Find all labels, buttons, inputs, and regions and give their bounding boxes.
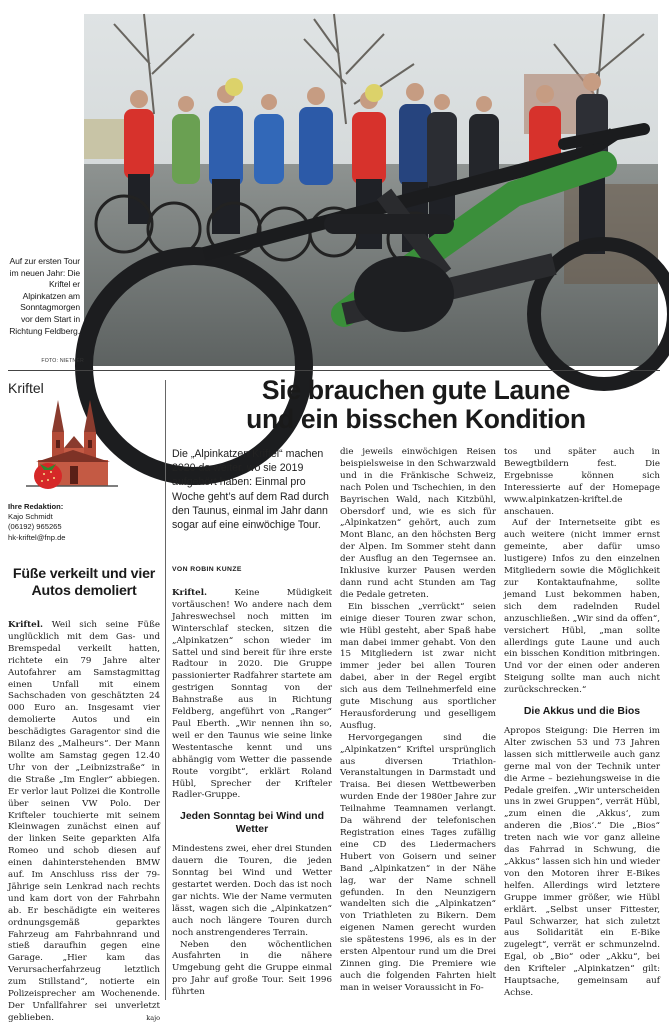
photo-credit: FOTO: NIETNER — [41, 358, 84, 364]
headline-line-2: und ein bisschen Kondition — [246, 404, 586, 434]
side-story-text: Weil sich seine Füße unglücklich mit dem Gas- und Bremspedal verkeilt hatten, richtete ein 79 Jahre alter Autofahrer am Samstagmittag einen Unfall mit einem Sachschaden von geschätzten 24 000 Euro an. Insgesamt vier demolierte Autos und ein beschädigtes Garagentor sind die Bilanz des „Malheurs“. Der Mann wollte am Samstag gegen 12.40 Uhr von der „Leibnizstraße“ in die Straße „Im Engler“ abbiegen. Er verlor laut Polizei die Kontrolle über seinen VW Polo. Der Krifteler touchierte mit seinem Kleinwagen zunächst einen auf der linken Seite geparkten Alfa Romeo und schob diesen auf einen dahinterstehenden BMW auf. Im Anschluss riss der 79-Jährige sein Lenkrad nach rechts und kam dort von der Fahrbahn ab. Er beschädigte ein weiteres ordnungsgemäß geparktes Fahrzeug am Fahrbahnrand und stieß daraufhin gegen eine Garage. „Hier kam das Verursacherfahrzeug letztlich zum Stillstand“, notierte ein Polizeisprecher am Wochenende. Der Unfallfahrer sei unverletzt geblieben. — [8, 620, 160, 1023]
section-label: Kriftel — [8, 380, 44, 396]
paragraph: Ein bisschen „verrückt“ seien einige dieser Touren zwar schon, wie Hübl gesteht, aber Spaß habe man dabei immer gehabt. Von den 15 Mitgliedern ist zwar nicht immer jeder bei allen Touren dabei, aber in der Regel ergibt sich aus dem Teilnehmerfeld eine gute Mischung aus sportlicher Herausforderung und geselligem Ausflug. — [340, 601, 496, 731]
side-story-dateline: Kriftel. — [8, 620, 44, 630]
side-story — [8, 566, 160, 1025]
editor-email[interactable]: hk-kriftel@fnp.de — [8, 532, 66, 542]
side-story-headline: Füße verkeilt und vier Autos demoliert — [12, 566, 156, 599]
column-divider — [165, 380, 166, 1000]
cyclists-group-photo — [84, 14, 658, 366]
paragraph: Neben den wöchentlichen Ausfahrten in die nähere Umgebung geht die Gruppe einmal pro Jahr auf große Tour. Seit 1996 führten — [172, 939, 332, 998]
article-photo — [84, 14, 658, 366]
side-story-body — [8, 620, 160, 1025]
article-dateline: Kriftel. — [172, 588, 208, 598]
article-column-2 — [340, 447, 496, 995]
editor-label: Ihre Redaktion: — [8, 502, 64, 511]
divider — [8, 370, 660, 371]
photo-caption: Auf zur ersten Tour im neuen Jahr: Die Kriftel er Alpinkatzen am Sonntagmorgen vor dem Start in Richtung Feldberg. — [9, 256, 80, 336]
paragraph: die jeweils einwöchigen Reisen beispielsweise in den Schwarzwald und in die Fränkische Schweiz, nach Polen und Tschechien, in den Bayrischen Wald, nach Kitzbühl, Obersdorf und, wie es sich für „Alpinkatzen“ gehört, auch zum Mont Blanc, an den höchsten Berg der Alpen. Im Sommer steht dann der Ausflug an den Tegernsee an. Inklusive kurzer Pausen werden dann rund acht Stunden am Tag die Pedale getreten. — [340, 447, 496, 600]
subheadline: Jeden Sonntag bei Wind und Wetter — [180, 810, 324, 836]
church-with-strawberry-icon — [18, 392, 122, 496]
editor-contact — [8, 502, 158, 543]
paragraph: Mindestens zwei, eher drei Stunden dauern die Touren, die jeden Sonntag bei Wind und Wetter gestartet werden. Doch das ist noch gar nichts. Wie der Name vermuten lässt, wagen sich die „Alpinkatzen“ auch noch längere Touren durch noch anstrengenderes Terrain. — [172, 844, 332, 938]
editor-phone: (06192) 965265 — [8, 522, 62, 532]
byline: VON ROBIN KUNZE — [172, 566, 242, 573]
paragraph: tos und später auch in Bewegtbildern fest. Die Ergebnisse können sich Interessierte auf der Homepage www.alpinkatzen-kriftel.de anschauen. — [504, 447, 660, 517]
paragraph: Apropos Steigung: Die Herren im Alter zwischen 53 und 73 Jahren lassen sich mittlerweile auch ganz gerne mal von der Technik unter die Arme – beziehungsweise in die Pedale greifen. „Wir unterscheiden uns in zwei Gruppen“, verrät Hübl, „zum einen die ,Akkus‘, zum anderen die ,Bios‘.“ Die „Bios“ treten nach wie vor ganz alleine das Fahrrad in Schwung, die „Akkus“ lassen sich hin und wieder von den Motoren ihrer E-Bikes helfen. Allerdings wird letztere Gruppe immer größer, wie Hübl erklärt. „Selbst unser Fittester, Paul Schwarzer, hat sich zuletzt aus Solidarität ein E-Bike zugelegt“, verrät er schmunzelnd. Egal, ob „Bio“ oder „Akku“, bei den Krifteler „Alpinkatzen“ gilt: Hauptsache, gemeinsam auf Achse. — [504, 726, 660, 998]
paragraph: Hervorgegangen sind die „Alpinkatzen“ Kriftel ursprünglich aus diversen Triathlon-Veranstaltungen in Darmstadt und Traisa. Bei diesen Wettbewerben wurden Ende der 1980er Jahre zur Teilnahme Teamnamen verlangt. Da während der telefonischen Registration eines Tages zufällig eine CD des Liedermachers Hubert von Goisern und seiner Band „Alpinkatzen“ in der Nähe lag, war der Name schnell gefunden. In den Neunzigern wandelten sich die „Alpinkatzen“ von Triathleten zu Bikern. Dem eigenen Namen gerecht wurden sie spätestens 1996, als es in der ersten Alpentour rund um die Drei Zinnen ging. Die Premiere wie auch die folgenden Fahrten hielt man in weiser Voraussicht in Fo- — [340, 732, 496, 993]
paragraph: Kriftel. Keine Müdigkeit vortäuschen! Wo andere nach dem Jahreswechsel noch mitten im Winterschlaf stecken, sitzen die „Alpinkatzen“ schon wieder im Sattel und sind bereit für ihre erste Radtour in 2020. Die Gruppe passionierter Radfahrer startete am gestrigen Sonntag von der Bahnstraße aus in Richtung Feldberg, angeführt von „Ranger“ Paul Eberth. „Wir nennen ihn so, weil er den Taunus wie seine linke Westentasche kennt und uns abhängig vom Wetter die passende Route vorgibt“, erklärt Roland Hübl, Sprecher der Krifteler Radler-Gruppe. — [172, 588, 332, 801]
subheadline: Die Akkus und die Bios — [523, 705, 641, 718]
editor-name: Kajo Schmidt — [8, 512, 53, 522]
article-headline — [172, 376, 660, 434]
side-story-author: kajo — [146, 1013, 160, 1022]
paragraph: Auf der Internetseite gibt es auch weitere (nicht immer ernst gemeinte, aber dafür umso lustigere) Infos zu den einzelnen Mitgliedern sowie die Möglichkeit zur Kontaktaufnahme, sollte jemand Lust bekommen haben, sich dem radelnden Rudel anzuschließen. „Wir sind da offen“, versichert Hübl, „man sollte allerdings gute Laune und auch ein bisschen Kondition mitbringen. Und vor der einen oder anderen Steigung sollte man auch nicht zurückschrecken.“ — [504, 518, 660, 696]
article-lead: Die „Alpinkatzen Kriftel“ machen 2020 da weiter, wo sie 2019 aufgehört haben: Einmal pro Woche geht’s auf dem Rad durch den Taunus, einmal im Jahr dann sogar auf eine einwöchige Tour. — [172, 448, 329, 532]
headline-line-1: Sie brauchen gute Laune — [261, 375, 571, 405]
article-column-3 — [504, 447, 660, 1000]
article-column-1 — [172, 588, 332, 999]
